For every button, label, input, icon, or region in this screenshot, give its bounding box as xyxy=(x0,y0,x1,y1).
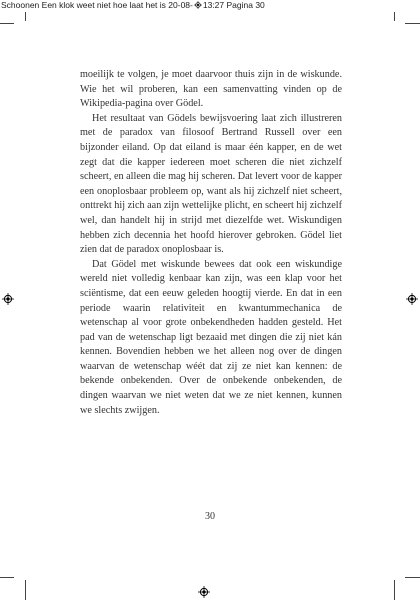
registration-mark-bottom-icon xyxy=(198,586,210,598)
crop-mark-top-left-h xyxy=(0,23,14,24)
crop-mark-top-right-v xyxy=(394,12,395,21)
paragraph-1: moeilijk te volgen, je moet daarvoor thuis zijn in de wiskunde. Wie het wil proberen, kan een samenvatting vinden op de Wikipedia-pagina over Gödel. xyxy=(80,69,342,110)
print-slug xyxy=(0,0,271,11)
paragraph-3: Dat Gödel met wiskunde bewees dat ook een wiskundige wereld niet volledig kenbaar kan zijn, was een klap voor het sciëntisme, dat een eeuw geleden hoogtij vierde. En dat in een periode waarin relativiteit en kwantummechanica de wetenschap al voor grote onbekendheden hadden gesteld. Het pad van de wetenschap ligt bezaaid met dingen die zij niet kán kennen. Bovendien hebben we het alleen nog over de dingen waarvan de wetenschap wéét dat zij ze niet kan kennen: de bekende onbekenden. Over de onbekende onbekenden, de dingen waarvan we niet weten dat we ze niet kennen, kunnen we slechts zwijgen. xyxy=(80,258,342,416)
crop-mark-top-left-v xyxy=(25,12,26,21)
crop-mark-top-right-h xyxy=(405,23,420,24)
crop-mark-bottom-left-v xyxy=(25,580,26,600)
paragraph-2: Het resultaat van Gödels bewijsvoering laat zich illustreren met de paradox van filosoof Bertrand Russell over een bijzonder eiland. Op dat eiland is maar één kapper, en de wet zegt dat die kapper iedereen moet scheren die niet zichzelf scheert, en alleen die mag hij scheren. Dat levert voor de kapper een onoplosbaar probleem op, want als hij zichzelf niet scheert, onttrekt hij zich aan zijn wettelijke plicht, en scheert hij zichzelf wel, dan handelt hij in strijd met diezelfde wet. Wiskundigen hebben zich decennia het hoofd hierover gebroken. Gödel liet zien dat de paradox onoplosbaar is. xyxy=(80,112,342,256)
crop-mark-bottom-left-h xyxy=(0,577,14,578)
print-slug-left: Schoonen Een klok weet niet hoe laat het is 20-08- xyxy=(1,0,193,10)
registration-mark-left-icon xyxy=(2,293,14,305)
registration-mark-right-icon xyxy=(406,293,418,305)
page-number: 30 xyxy=(205,511,215,522)
body-text xyxy=(80,68,342,418)
print-slug-right: 13:27 Pagina 30 xyxy=(202,0,265,10)
registration-mark-icon xyxy=(194,1,202,9)
crop-mark-bottom-right-h xyxy=(405,577,420,578)
crop-mark-bottom-right-v xyxy=(394,580,395,600)
